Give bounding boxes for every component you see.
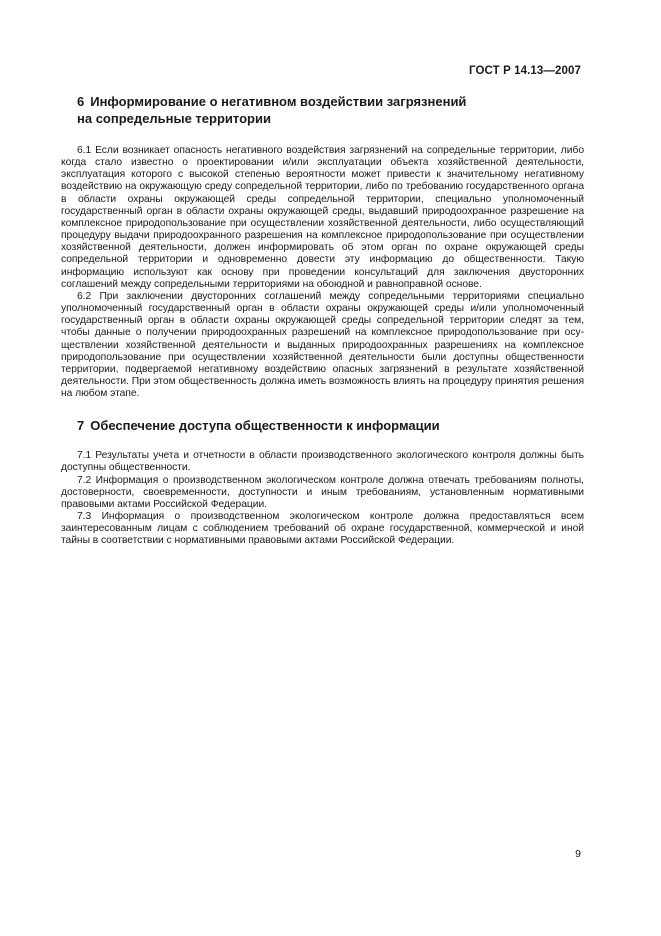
paragraph-7-1: 7.1 Результаты учета и отчетности в области производственного экологического контроля должны быть доступны общественности.	[61, 450, 584, 474]
section-6-number: 6	[77, 94, 85, 109]
section-6	[61, 93, 584, 400]
section-6-heading	[77, 93, 584, 127]
section-6-title-line2: на сопредельные территории	[77, 111, 271, 126]
section-7-number: 7	[77, 418, 85, 434]
paragraph-6-1: 6.1 Если возникает опасность негативного воздействия загрязнений на сопредельные территории, либо когда стало известно о проектировании и/или эксплуатации объекта хозяйственной деятельности, эксплуатация которого с высокой степенью вероятности может привести к значительному негативному воздействию на окружающую среду сопредельной территории, либо по требованию государственного органа в области охраны окружающей среды сопредельной территории, специально уполномоченный государственный орган в области охраны окружающей среды, выдавший природоохранное разрешение на комплексное природопользование при осуществлении хозяйственной деятельности, либо осуществляющий процедуру выдачи природоохранного разрешения на комплексное природопользование при осуществлении хозяйственной деятельности, должен информировать об этом орган по охране окружающей среды сопредельной территории и одновременно довести эту информацию до общественности. Такую информацию используют как основу при проведении консультаций для заключения двусторонних соглашений между сопредельными территориями на обоюдной и равноправной основе.	[61, 145, 584, 290]
document-code: ГОСТ Р 14.13—2007	[469, 65, 581, 77]
page-content	[61, 93, 584, 548]
paragraph-6-2: 6.2 При заключении двусторонних соглашений между сопредельными территориями специально уполномоченный государственный орган в области охраны окружающей среды и/или уполномоченный государственный орган в области охраны окружающей среды сопредельной территории следят за тем, чтобы данные о получении природоохранных разрешений на комплексное природопользование при осуществлении хозяйственной деятельности и выданных природоохранных разрешениях на комплексное природопользование при осуществлении хозяйственной деятельности были доступны общественности территории, подвергаемой негативному воздействию опасных загрязнений в результате хозяйственной деятельности. При этом общественность должна иметь возможность влиять на процедуру принятия решения на любом этапе.	[61, 290, 584, 400]
section-6-title-line1: Информирование о негативном воздействии загрязнений	[90, 94, 467, 109]
section-7	[61, 417, 584, 547]
paragraph-7-2: 7.2 Информация о производственном экологическом контроле должна отвечать требованиям полноты, достоверности, своевременности, доступности и иным требованиям, установленным нормативными правовыми актами Российской Федерации.	[61, 474, 584, 510]
section-7-title: Обеспечение доступа общественности к информации	[90, 418, 440, 434]
section-7-heading	[77, 417, 584, 434]
page-number: 9	[575, 848, 581, 860]
paragraph-7-3: 7.3 Информация о производственном экологическом контроле должна предоставляться всем заинтересованным лицам с соблюдением требований об охране государственной, коммерческой и иной тайны в соответствии с нормативными правовыми актами Российской Федерации.	[61, 511, 584, 547]
